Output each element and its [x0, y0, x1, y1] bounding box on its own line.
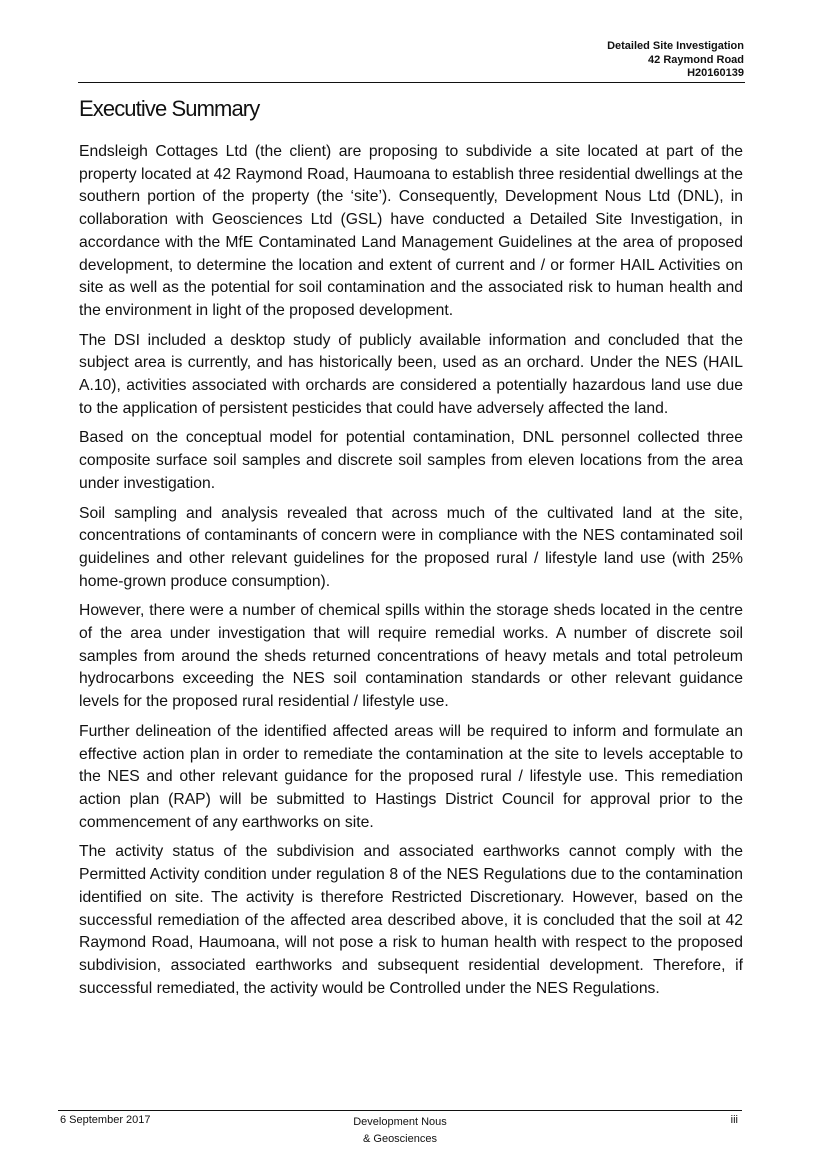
footer-company-line2: & Geosciences	[363, 1133, 437, 1145]
paragraph-4: Soil sampling and analysis revealed that across much of the cultivated land at the site, concentrations of contaminants of concern were in compliance with the NES contaminated soil guidelines and other relevant guidelines for the proposed rural / lifestyle land use (with 25% home-grown produce consumption).	[79, 504, 743, 590]
paragraph-2: The DSI included a desktop study of publicly available information and concluded that the subject area is currently, and has historically been, used as an orchard. Under the NES (HAIL A.10), activities associated with orchards are considered a potentially hazardous land use due to the application of persistent pesticides that could have adversely affected the land.	[79, 331, 743, 417]
paragraph-6: Further delineation of the identified affected areas will be required to inform and formulate an effective action plan in order to remediate the contamination at the site to levels acceptable to the NES and other relevant guidance for the proposed rural / lifestyle use. This remediation action plan (RAP) will be submitted to Hastings District Council for approval prior to the commencement of any earthworks on site.	[79, 722, 743, 831]
running-header	[607, 40, 744, 81]
paragraph-3: Based on the conceptual model for potential contamination, DNL personnel collected three composite surface soil samples and discrete soil samples from eleven locations from the area under investigation.	[79, 429, 743, 492]
header-doc-type: Detailed Site Investigation	[607, 40, 744, 52]
paragraph-7: The activity status of the subdivision and associated earthworks cannot comply with the Permitted Activity condition under regulation 8 of the NES Regulations due to the contamination identified on site. The activity is therefore Restricted Discretionary. However, based on the successful remediation of the affected area described above, it is concluded that the soil at 42 Raymond Road, Haumoana, will not pose a risk to human health with respect to the proposed subdivision, associated earthworks and subsequent residential development. Therefore, if successful remediated, the activity would be Controlled under the NES Regulations.	[79, 843, 743, 997]
footer-company	[330, 1114, 470, 1148]
footer-company-line1: Development Nous	[353, 1116, 447, 1128]
footer-divider	[58, 1110, 742, 1111]
paragraph-1: Endsleigh Cottages Ltd (the client) are proposing to subdivide a site located at part of the property located at 42 Raymond Road, Haumoana to establish three residential dwellings at the southern portion of the property (the ‘site’). Consequently, Development Nous Ltd (DNL), in collaboration with Geosciences Ltd (GSL) have conducted a Detailed Site Investigation, in accordance with the MfE Contaminated Land Management Guidelines at the area of proposed development, to determine the location and extent of current and / or former HAIL Activities on site as well as the potential for soil contamination and the associated risk to human health and the environment in light of the proposed development.	[79, 143, 743, 319]
section-title: Executive Summary	[79, 96, 260, 121]
header-divider	[78, 82, 745, 83]
summary-body	[79, 141, 743, 1007]
header-ref: H20160139	[687, 67, 744, 79]
paragraph-5: However, there were a number of chemical spills within the storage sheds located in the centre of the area under investigation that will require remedial works. A number of discrete soil samples from around the sheds returned concentrations of heavy metals and total petroleum hydrocarbons exceeding the NES soil contamination standards or other relevant guidance levels for the proposed rural residential / lifestyle use.	[79, 602, 743, 711]
footer-date: 6 September 2017	[60, 1114, 151, 1126]
header-address: 42 Raymond Road	[648, 53, 744, 66]
page-number: iii	[730, 1114, 738, 1126]
